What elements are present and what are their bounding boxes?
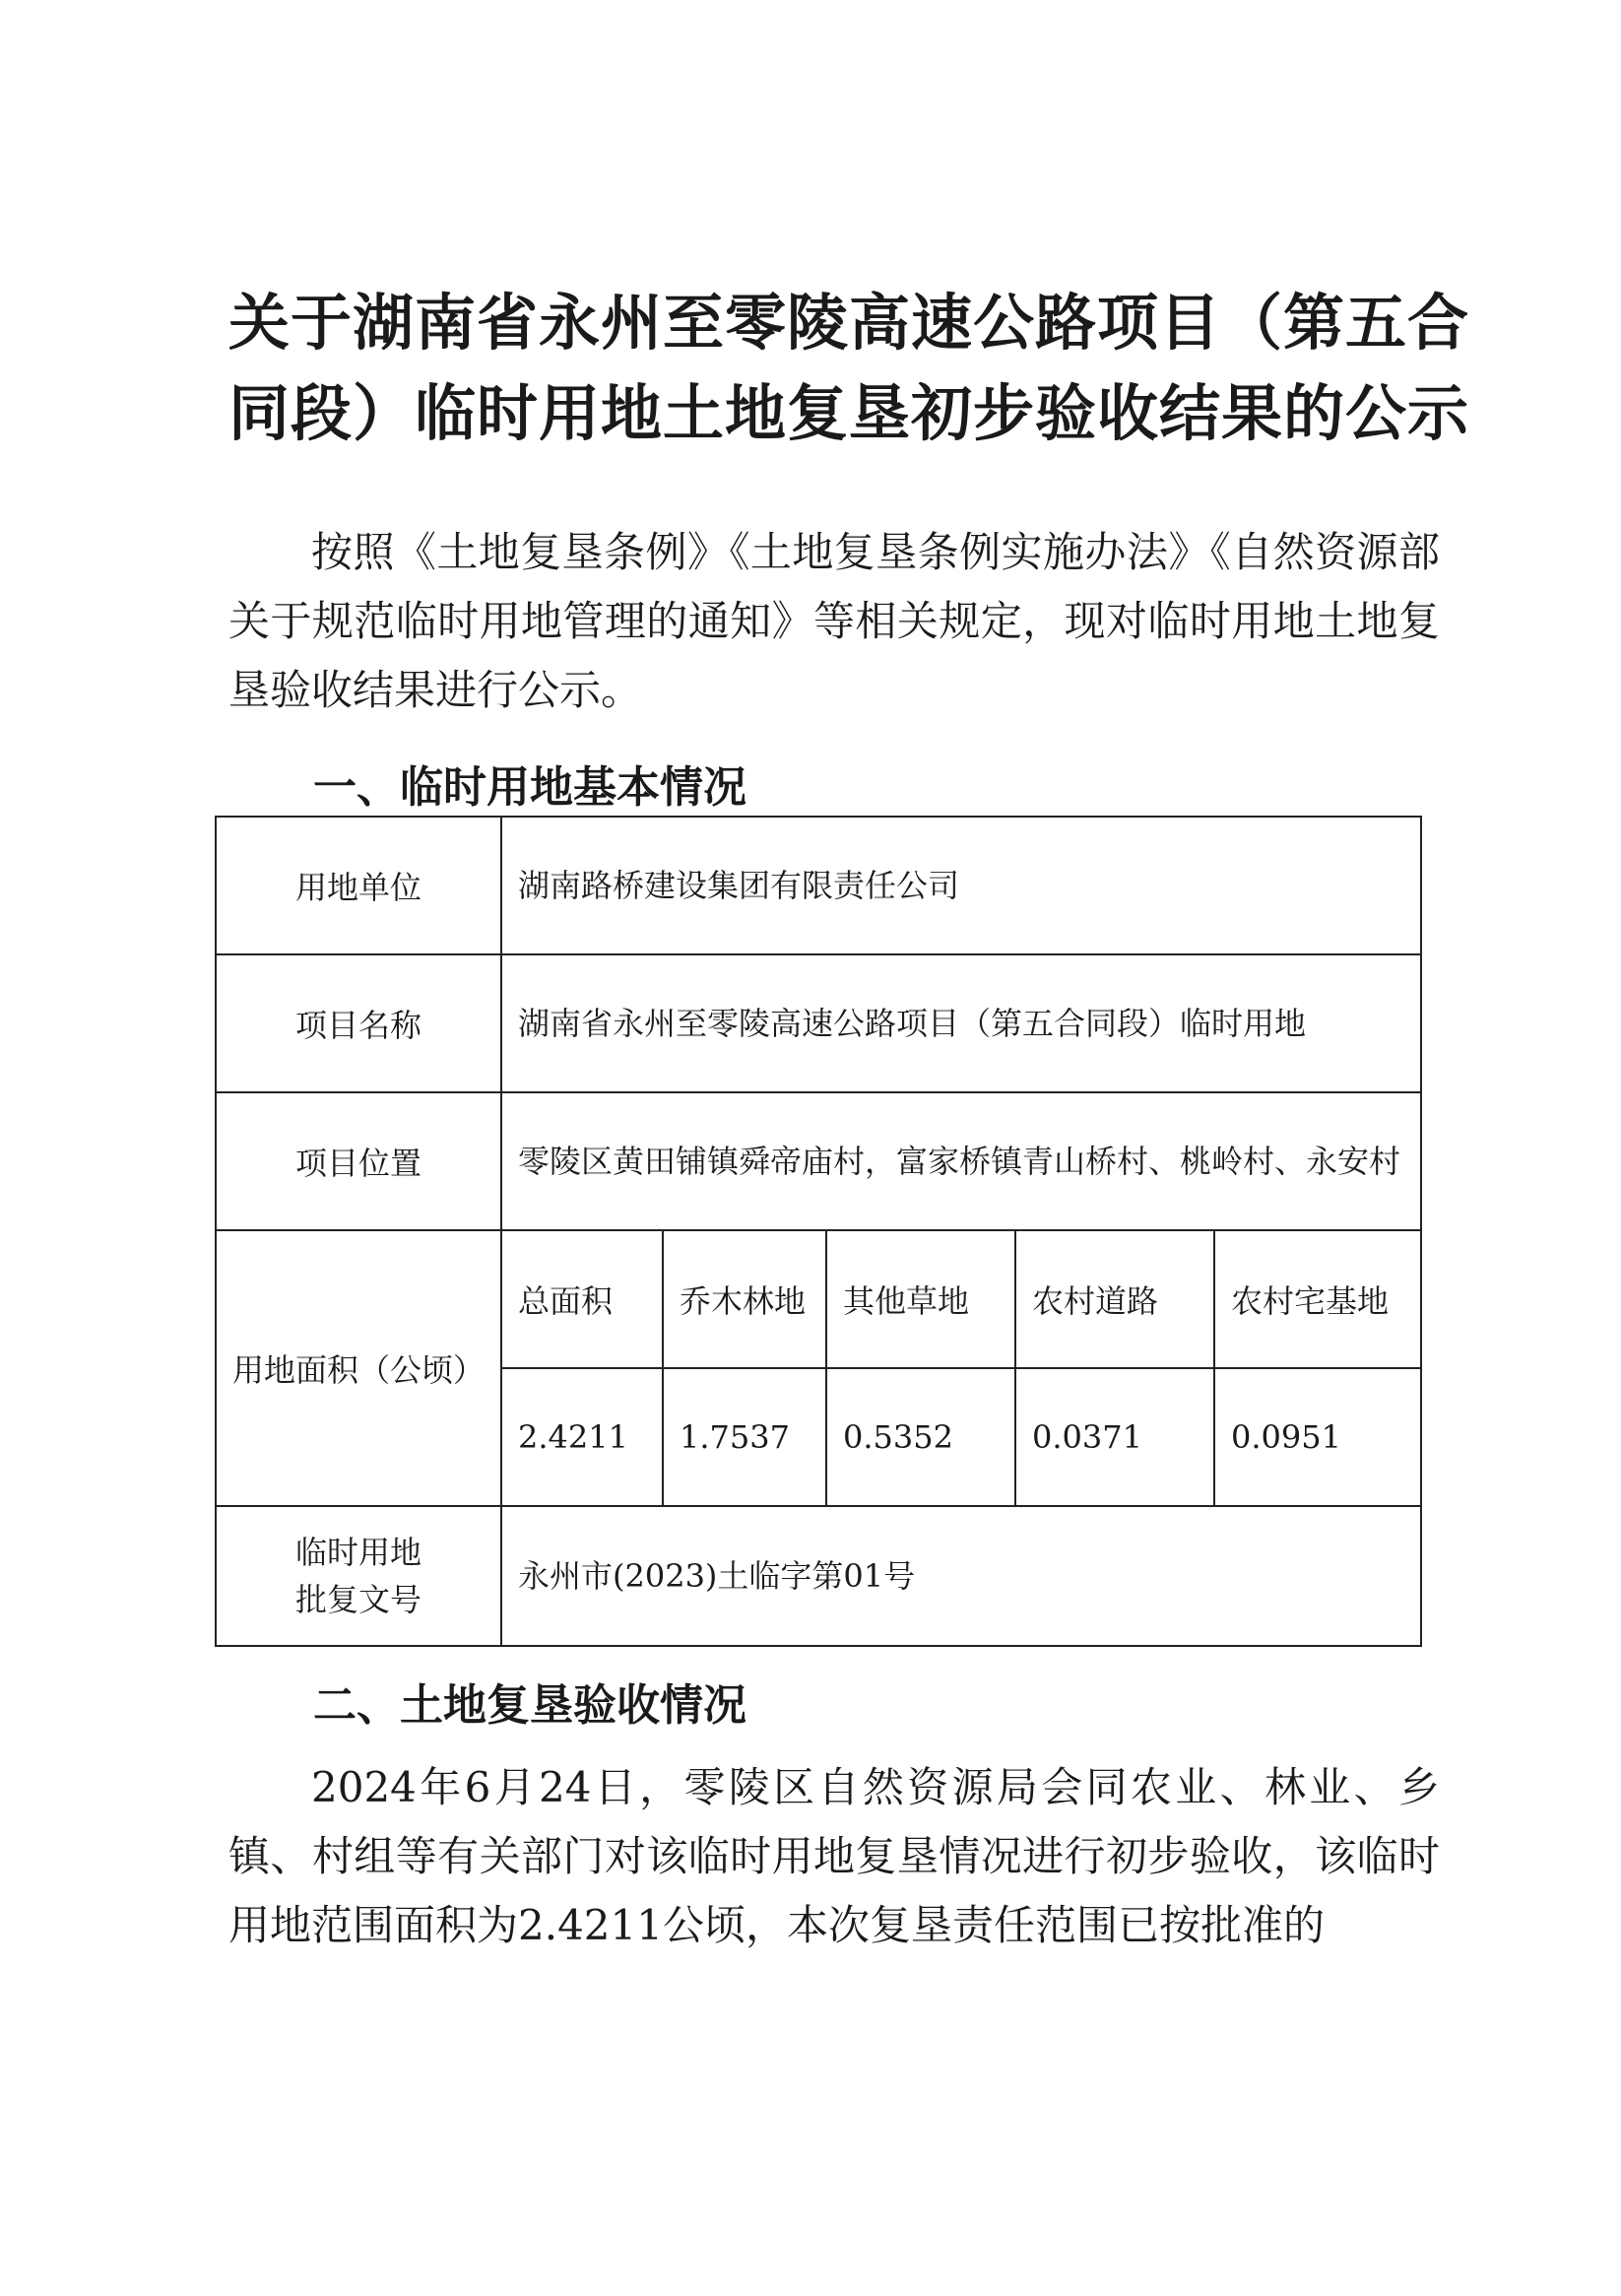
location-label: 项目位置 [216,1092,501,1230]
area-header-grass: 其他草地 [826,1230,1015,1368]
table-row [216,1506,1421,1646]
land-info-table [215,816,1422,1647]
approval-label [216,1506,501,1646]
title-line-1: 关于湖南省永州至零陵高速公路项目（第五合 [228,287,1470,359]
approval-label-line-1: 临时用地 [294,1534,421,1571]
area-header-forest: 乔木林地 [663,1230,826,1368]
document-title [228,278,1470,459]
area-value-grass: 0.5352 [826,1368,1015,1506]
section-2-paragraph: 2024年6月24日，零陵区自然资源局会同农业、林业、乡镇、村组等有关部门对该临时用地复垦情况进行初步验收，该临时用地范围面积为2.4211公顷，本次复垦责任范围已按批准的 [228,1763,1440,1949]
area-header-homestead: 农村宅基地 [1214,1230,1421,1368]
section-2-heading: 二、土地复垦验收情况 [313,1680,746,1731]
location-value: 零陵区黄田铺镇舜帝庙村，富家桥镇青山桥村、桃岭村、永安村 [501,1092,1421,1230]
area-value-forest: 1.7537 [663,1368,826,1506]
area-header-total: 总面积 [501,1230,663,1368]
table-row [216,817,1421,954]
table-row [216,954,1421,1092]
title-line-2: 同段）临时用地土地复垦初步验收结果的公示 [228,377,1470,449]
unit-value: 湖南路桥建设集团有限责任公司 [501,817,1421,954]
area-value-total: 2.4211 [501,1368,663,1506]
approval-label-line-2: 批复文号 [294,1581,421,1618]
area-label: 用地面积（公顷） [216,1230,501,1506]
section-1-heading: 一、临时用地基本情况 [313,762,746,813]
table-row [216,1230,1421,1368]
area-value-homestead: 0.0951 [1214,1368,1421,1506]
unit-label: 用地单位 [216,817,501,954]
intro-paragraph: 按照《土地复垦条例》《土地复垦条例实施办法》《自然资源部关于规范临时用地管理的通知》等相关规定，现对临时用地土地复垦验收结果进行公示。 [228,528,1440,714]
area-value-road: 0.0371 [1015,1368,1214,1506]
area-header-road: 农村道路 [1015,1230,1214,1368]
table-row [216,1092,1421,1230]
project-value: 湖南省永州至零陵高速公路项目（第五合同段）临时用地 [501,954,1421,1092]
approval-value: 永州市(2023)土临字第01号 [501,1506,1421,1646]
project-label: 项目名称 [216,954,501,1092]
